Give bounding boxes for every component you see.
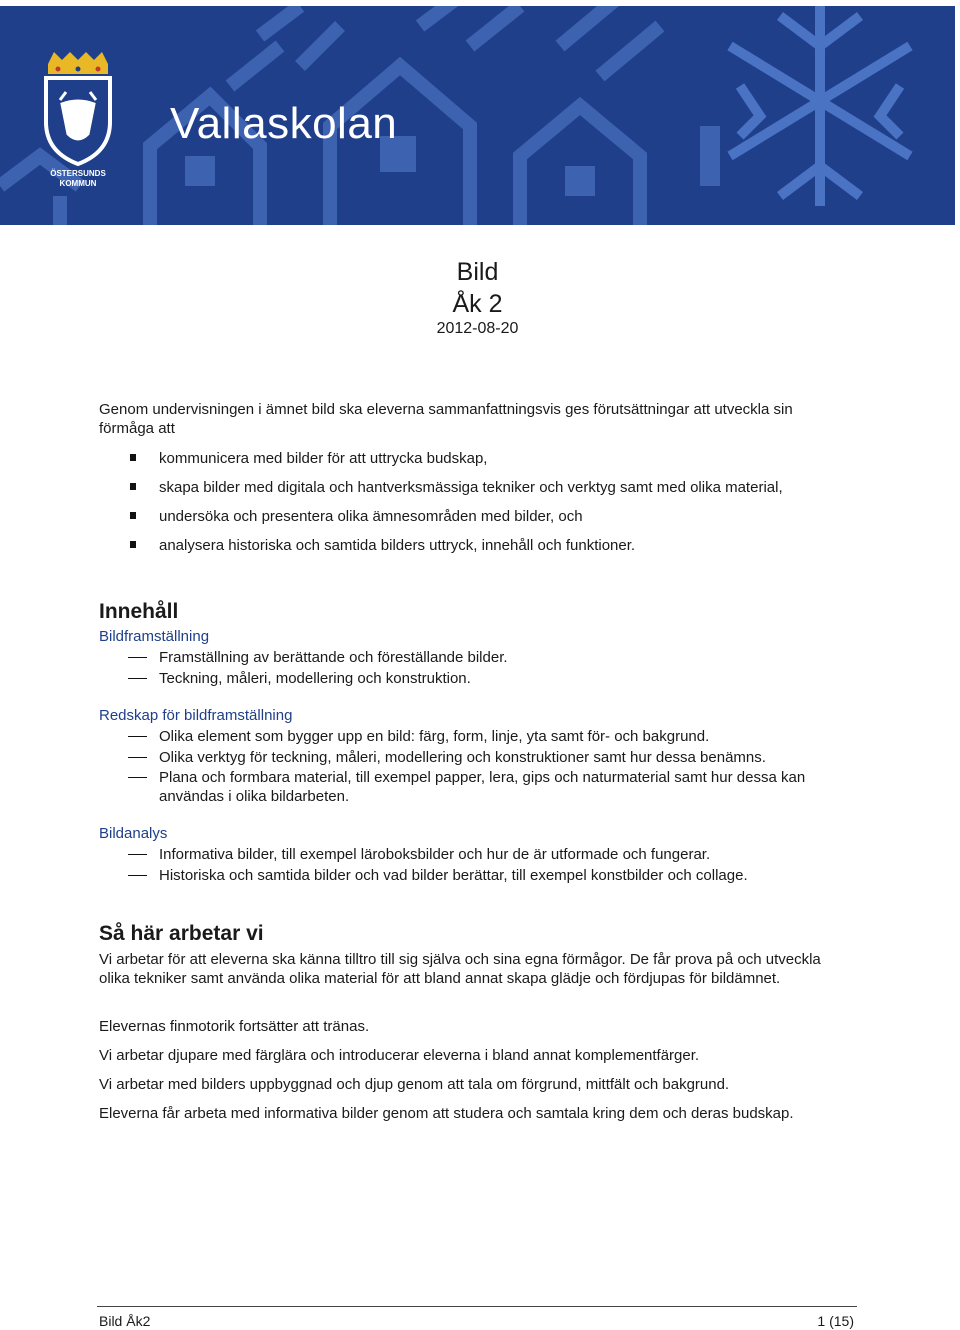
bullet-icon: [130, 541, 136, 548]
content-item: Teckning, måleri, modellering och konstruktion.: [159, 670, 471, 687]
section-title-redskap: Redskap för bildframställning: [99, 707, 293, 724]
dash-icon: [128, 757, 147, 758]
intro-bullet: kommunicera med bilder för att uttrycka budskap,: [159, 450, 488, 467]
work-paragraph: Eleverna får arbeta med informativa bilder genom att studera och samtala kring dem och deras budskap.: [99, 1105, 794, 1122]
dash-icon: [128, 736, 147, 737]
school-name: Vallaskolan: [170, 99, 398, 148]
work-paragraph: Vi arbetar med bilders uppbyggnad och djup genom att tala om förgrund, mittfält och bakgrund.: [99, 1076, 730, 1093]
section-title-bildframstallning: Bildframställning: [99, 628, 210, 645]
svg-text:ÖSTERSUNDS: ÖSTERSUNDS: [50, 169, 106, 178]
content-item: Olika element som bygger upp en bild: färg, form, linje, yta samt för- och bakgrund.: [159, 728, 710, 745]
snowflake-pattern: [0, 6, 955, 225]
svg-text:KOMMUN: KOMMUN: [59, 179, 97, 188]
content-item: Olika verktyg för teckning, måleri, modellering och konstruktioner samt hur dessa benämns.: [159, 749, 766, 766]
intro-bullet: analysera historiska och samtida bilders uttryck, innehåll och funktioner.: [159, 537, 636, 554]
work-heading: Så här arbetar vi: [99, 922, 264, 945]
document-date: 2012-08-20: [436, 320, 519, 337]
footer-page-number: 1 (15): [817, 1313, 854, 1329]
intro-bullet: undersöka och presentera olika ämnesområden med bilder, och: [159, 508, 583, 525]
ostersund-coat-of-arms-logo: [40, 52, 116, 190]
intro-bullet: skapa bilder med digitala och hantverksmässiga tekniker och verktyg samt med olika material,: [159, 479, 783, 496]
dash-icon: [128, 777, 147, 778]
bullet-icon: [130, 512, 136, 519]
content-heading: Innehåll: [99, 600, 179, 623]
work-paragraph: Vi arbetar för att eleverna ska känna tilltro till sig själva och sina egna förmågor. De får prova på och utveckla olika tekniker samt använda olika material för att bland annat skapa glädje och fördjupas för bildämnet.: [99, 951, 821, 987]
work-paragraph: Elevernas finmotorik fortsätter att tränas.: [99, 1018, 370, 1035]
content-item: Plana och formbara material, till exempel papper, lera, gips och naturmaterial samt hur dessa kan användas i olika bildarbeten.: [159, 769, 806, 805]
bullet-icon: [130, 483, 136, 490]
footer-divider: [97, 1306, 857, 1307]
bullet-icon: [130, 454, 136, 461]
section-title-bildanalys: Bildanalys: [99, 825, 168, 842]
grade-title: Åk 2: [452, 290, 503, 318]
content-item: Informativa bilder, till exempel läroboksbilder och hur de är utformade och fungerar.: [159, 846, 711, 863]
dash-icon: [128, 678, 147, 679]
dash-icon: [128, 657, 147, 658]
dash-icon: [128, 875, 147, 876]
dash-icon: [128, 854, 147, 855]
content-item: Framställning av berättande och föreställande bilder.: [159, 649, 508, 666]
subject-title: Bild: [456, 258, 499, 286]
intro-paragraph: Genom undervisningen i ämnet bild ska eleverna sammanfattningsvis ges förutsättningar att utveckla sin förmåga att: [99, 401, 793, 437]
content-item: Historiska och samtida bilder och vad bilder berättar, till exempel konstbilder och collage.: [159, 867, 748, 884]
header-banner: [0, 6, 955, 225]
footer-document-name: Bild Åk2: [99, 1313, 151, 1329]
work-paragraph: Vi arbetar djupare med färglära och introducerar eleverna i bland annat komplementfärger.: [99, 1047, 700, 1064]
